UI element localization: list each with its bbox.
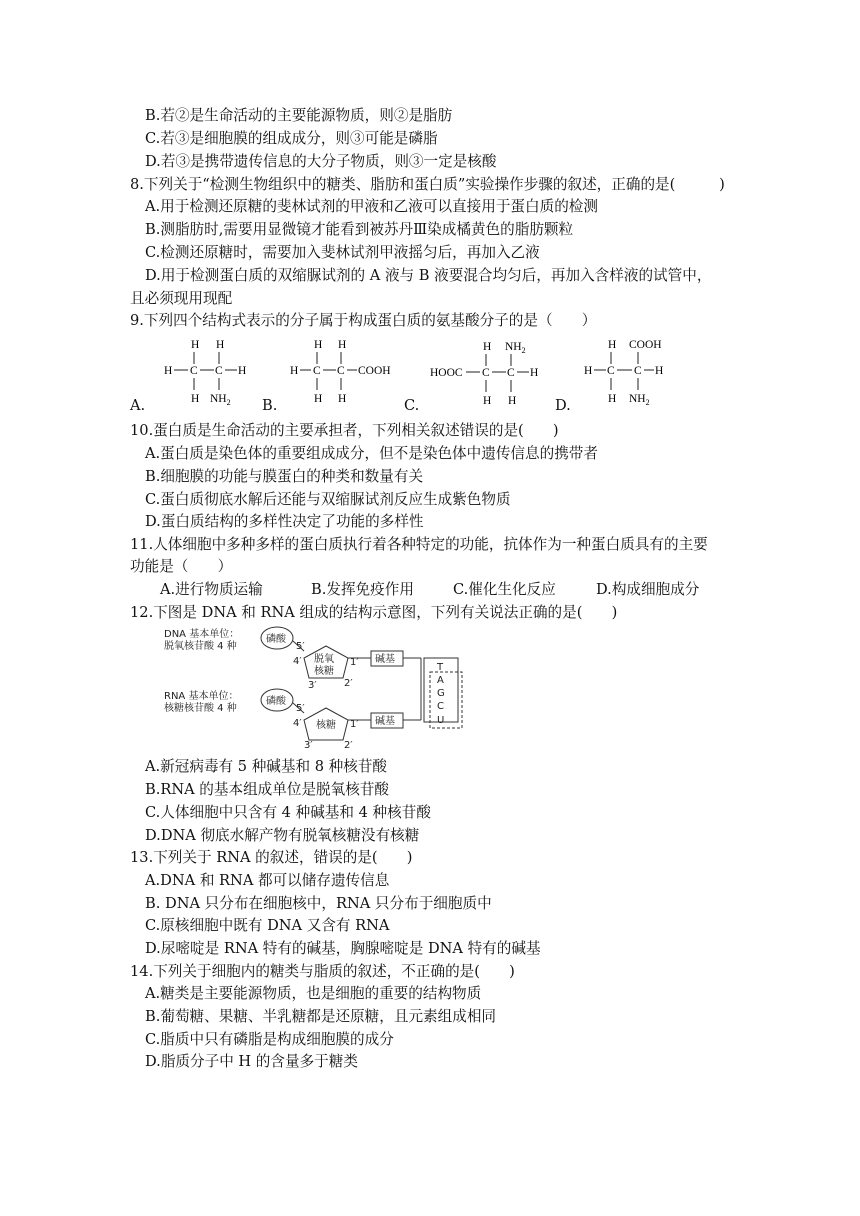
q9-label-d: D. (555, 397, 571, 414)
svg-text:H: H (238, 365, 247, 377)
q14-option-d: D.脂质分子中 H 的含量多于糖类 (145, 1053, 358, 1070)
q13-option-b: B. DNA 只分布在细胞核中，RNA 只分布于细胞质中 (145, 895, 492, 912)
svg-text:3′: 3′ (304, 740, 313, 751)
q11-option-a: A.进行物质运输 (160, 581, 263, 598)
svg-text:C: C (607, 365, 615, 377)
q8-option-c: C.检测还原糖时，需要加入斐林试剂甲液摇匀后，再加入乙液 (145, 244, 540, 261)
svg-text:脱氧: 脱氧 (314, 654, 334, 665)
svg-text:4′: 4′ (293, 718, 302, 729)
molecule-d (580, 334, 680, 408)
molecule-c (428, 336, 548, 410)
svg-text:C: C (337, 365, 345, 377)
svg-text:4′: 4′ (293, 656, 302, 667)
svg-text:A: A (437, 675, 444, 686)
svg-text:H: H (584, 365, 593, 377)
q12-option-d: D.DNA 彻底水解产物有脱氧核糖没有核糖 (145, 827, 420, 844)
svg-text:H: H (191, 393, 200, 405)
svg-text:NH2: $NH_2$ (210, 393, 231, 407)
svg-text:H: H (216, 339, 225, 351)
svg-text:2′: 2′ (344, 740, 353, 751)
svg-text:H: H (608, 393, 617, 405)
q13-option-d: D.尿嘧啶是 RNA 特有的碱基，胸腺嘧啶是 DNA 特有的碱基 (145, 940, 541, 957)
q10-option-d: D.蛋白质结构的多样性决定了功能的多样性 (145, 513, 424, 530)
svg-text:1′: 1′ (350, 719, 359, 730)
svg-text:C: C (215, 365, 223, 377)
svg-text:H: H (314, 339, 323, 351)
q11-stem-line2: 功能是（ ） (130, 558, 233, 575)
svg-text:H: H (338, 393, 347, 405)
molecule-a (160, 336, 260, 410)
svg-text:C: C (507, 367, 515, 379)
svg-text:U: U (437, 715, 445, 726)
rna-label-line2: 核糖核苷酸 4 种 (164, 703, 237, 714)
q11-option-c: C.催化生化反应 (453, 581, 556, 598)
q12-option-c: C.人体细胞中只含有 4 种碱基和 4 种核苷酸 (145, 804, 431, 821)
svg-text:H: H (290, 365, 299, 377)
dna-label-line1: DNA 基本单位： (164, 629, 240, 640)
svg-text:C: C (190, 365, 198, 377)
svg-text:碱基: 碱基 (375, 716, 395, 727)
svg-text:H: H (608, 339, 617, 351)
svg-text:核糖: 核糖 (316, 720, 336, 731)
q13-option-c: C.原核细胞中既有 DNA 又含有 RNA (145, 917, 390, 934)
rna-phosphate-label: 磷酸 (266, 696, 286, 707)
svg-text:H: H (508, 395, 517, 407)
q8-option-d-line1: D.用于检测蛋白质的双缩脲试剂的 A 液与 B 液要混合均匀后，再加入含样液的试管中， (145, 267, 712, 284)
svg-text:C: C (482, 367, 490, 379)
q11-option-d: D.构成细胞成分 (596, 581, 700, 598)
svg-text:3′: 3′ (308, 680, 317, 691)
rna-label-line1: RNA 基本单位： (164, 691, 239, 702)
svg-text:H: H (338, 339, 347, 351)
svg-text:H: H (483, 395, 492, 407)
svg-text:NH2: $NH_2$ (505, 341, 526, 355)
q8-stem: 8.下列关于“检测生物组织中的糖类、脂肪和蛋白质”实验操作步骤的叙述，正确的是( ) (130, 176, 725, 193)
q10-option-c: C.蛋白质彻底水解后还能与双缩脲试剂反应生成紫色物质 (145, 491, 511, 508)
svg-text:COOH: COOH (358, 365, 391, 377)
q14-option-b: B.葡萄糖、果糖、半乳糖都是还原糖，且元素组成相同 (145, 1008, 497, 1025)
svg-text:C: C (437, 701, 444, 712)
svg-text:C: C (634, 365, 642, 377)
q10-option-b: B.细胞膜的功能与膜蛋白的种类和数量有关 (145, 468, 424, 485)
q13-stem: 13.下列关于 RNA 的叙述，错误的是( ) (130, 849, 413, 866)
q10-option-a: A.蛋白质是染色体的重要组成成分，但不是染色体中遗传信息的携带者 (145, 445, 598, 462)
q8-option-d-line2: 且必须现用现配 (130, 290, 233, 307)
svg-text:H: H (530, 367, 539, 379)
q7-option-b: B.若②是生命活动的主要能源物质，则②是脂肪 (145, 107, 453, 124)
dna-phosphate-label: 磷酸 (266, 634, 286, 645)
q10-stem: 10.蛋白质是生命活动的主要承担者，下列相关叙述错误的是( ) (130, 422, 559, 439)
q12-stem: 12.下图是 DNA 和 RNA 组成的结构示意图，下列有关说法正确的是( ) (130, 604, 618, 621)
q8-option-b: B.测脂肪时,需要用显微镜才能看到被苏丹Ⅲ染成橘黄色的脂肪颗粒 (145, 221, 574, 238)
q11-stem-line1: 11.人体细胞中多种多样的蛋白质执行着各种特定的功能，抗体作为一种蛋白质具有的主要 (130, 536, 708, 553)
q9-stem: 9.下列四个结构式表示的分子属于构成蛋白质的氨基酸分子的是（ ） (130, 312, 597, 329)
q12-option-a: A.新冠病毒有 5 种碱基和 8 种核苷酸 (145, 758, 388, 775)
q11-option-b: B.发挥免疫作用 (311, 581, 414, 598)
q13-option-a: A.DNA 和 RNA 都可以储存遗传信息 (145, 872, 390, 889)
svg-text:H: H (191, 339, 200, 351)
q9-label-a: A. (130, 397, 146, 414)
svg-text:1′: 1′ (350, 657, 359, 668)
q12-option-b: B.RNA 的基本组成单位是脱氧核苷酸 (145, 781, 390, 798)
svg-text:C: C (313, 365, 321, 377)
rna-bases-bracket (430, 672, 462, 728)
svg-text:COOH: COOH (629, 339, 662, 351)
svg-text:2′: 2′ (344, 678, 353, 689)
svg-text:H: H (314, 393, 323, 405)
q14-stem: 14.下列关于细胞内的糖类与脂质的叙述，不正确的是( ) (130, 963, 515, 980)
q8-option-a: A.用于检测还原糖的斐林试剂的甲液和乙液可以直接用于蛋白质的检测 (145, 198, 598, 215)
q14-option-a: A.糖类是主要能源物质，也是细胞的重要的结构物质 (145, 985, 482, 1002)
svg-text:H: H (164, 365, 173, 377)
q14-option-c: C.脂质中只有磷脂是构成细胞膜的成分 (145, 1031, 394, 1048)
svg-text:H: H (655, 365, 664, 377)
svg-text:NH2: $NH_2$ (629, 393, 650, 407)
dna-rna-structure-diagram (162, 624, 472, 752)
svg-text:5′: 5′ (296, 703, 305, 714)
svg-text:核糖: 核糖 (314, 666, 334, 677)
svg-text:G: G (437, 688, 445, 699)
svg-text:H: H (483, 341, 492, 353)
molecule-b (287, 336, 407, 410)
q9-label-c: C. (404, 397, 420, 414)
svg-text:HOOC: HOOC (430, 367, 463, 379)
dna-label-line2: 脱氧核苷酸 4 种 (164, 641, 237, 652)
q7-option-c: C.若③是细胞膜的组成成分，则③可能是磷脂 (145, 130, 438, 147)
svg-text:碱基: 碱基 (375, 654, 395, 665)
q9-label-b: B. (262, 397, 278, 414)
q7-option-d: D.若③是携带遗传信息的大分子物质，则③一定是核酸 (145, 153, 497, 170)
svg-text:5′: 5′ (296, 641, 305, 652)
svg-text:T: T (437, 662, 444, 673)
